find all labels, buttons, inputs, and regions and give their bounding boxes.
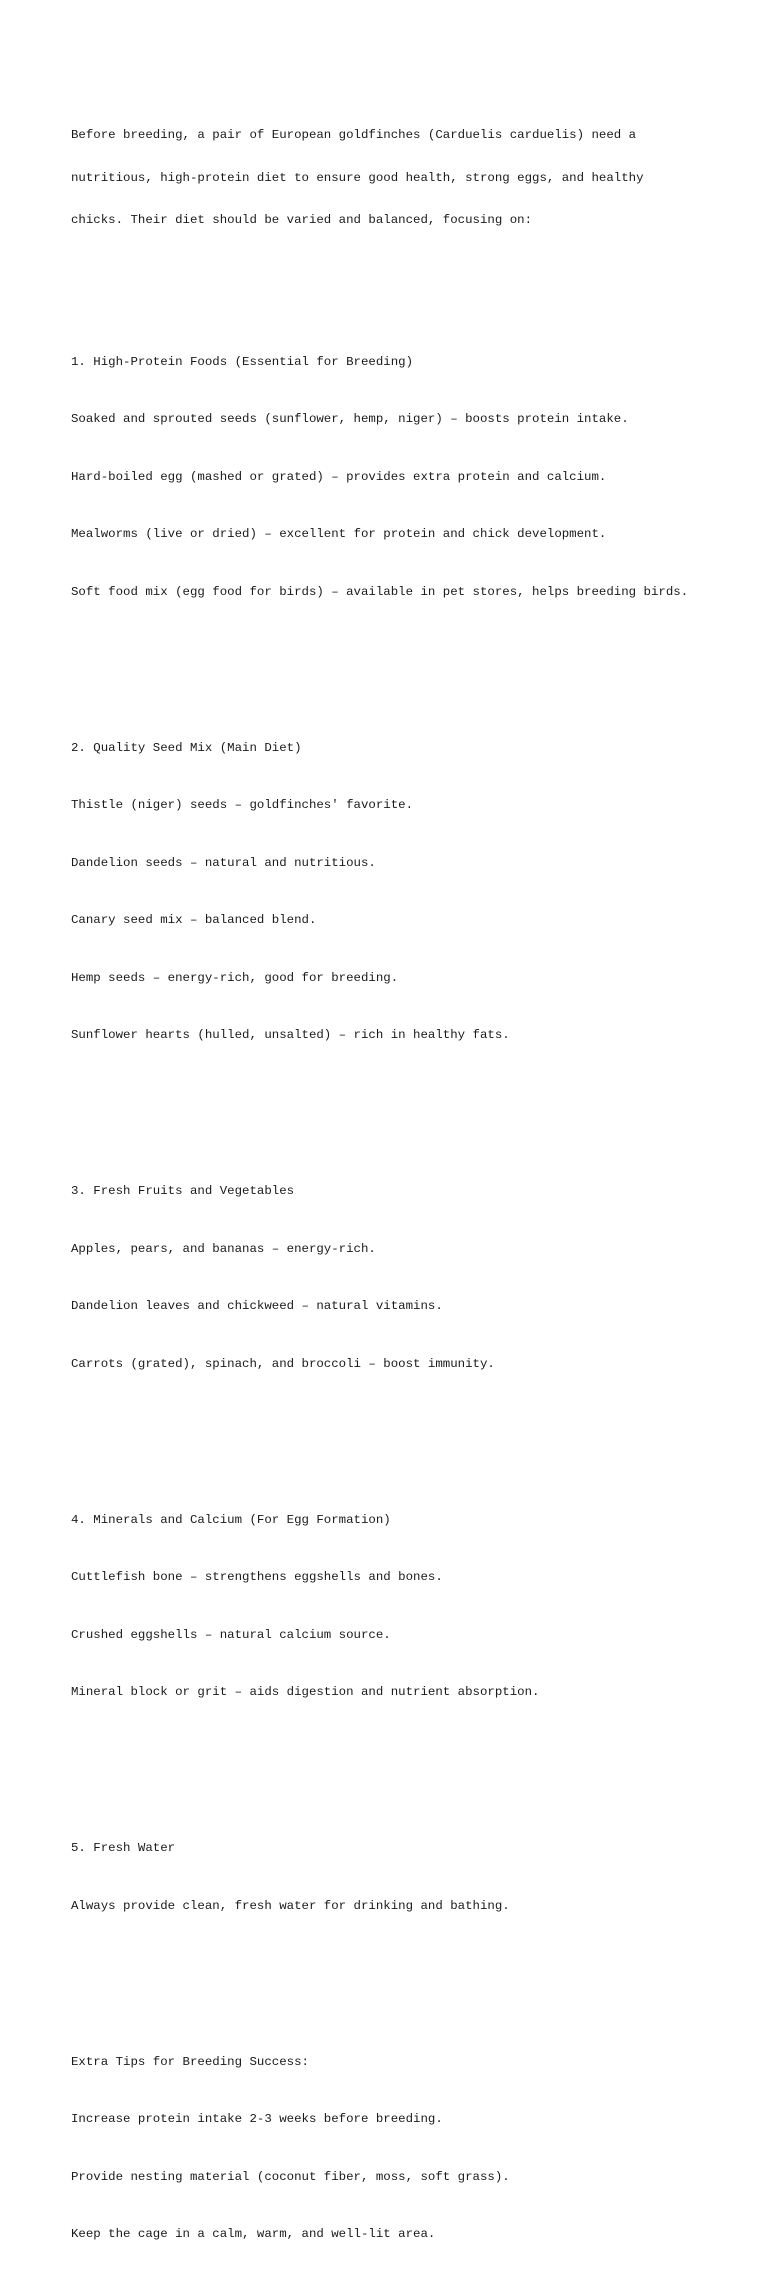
list-item: Carrots (grated), spinach, and broccoli – boost immunity. bbox=[71, 1356, 495, 1371]
list-item: Apples, pears, and bananas – energy-rich. bbox=[71, 1241, 376, 1256]
section-heading: 1. High-Protein Foods (Essential for Breeding) bbox=[71, 354, 414, 369]
section-heading: 5. Fresh Water bbox=[71, 1841, 176, 1855]
list-item: Hard-boiled egg (mashed or grated) – provides extra protein and calcium. bbox=[71, 469, 607, 484]
section-seed-mix bbox=[71, 683, 761, 1071]
section-heading: 2. Quality Seed Mix (Main Diet) bbox=[71, 740, 302, 755]
list-item: Hemp seeds – energy-rich, good for breeding. bbox=[71, 970, 399, 985]
list-item: Cuttlefish bone – strengthens eggshells and bones. bbox=[71, 1570, 443, 1584]
list-item: Sunflower hearts (hulled, unsalted) – rich in healthy fats. bbox=[71, 1028, 510, 1042]
section-high-protein bbox=[71, 312, 761, 628]
list-item: Canary seed mix – balanced blend. bbox=[71, 913, 317, 927]
list-item: Dandelion seeds – natural and nutritious. bbox=[71, 855, 376, 870]
list-item: Crushed eggshells – natural calcium source. bbox=[71, 1627, 391, 1642]
section-heading: Extra Tips for Breeding Success: bbox=[71, 2054, 309, 2069]
list-item: Mealworms (live or dried) – excellent for protein and chick development. bbox=[71, 527, 607, 541]
section-heading: 4. Minerals and Calcium (For Egg Formation) bbox=[71, 1512, 391, 1527]
list-item: Keep the cage in a calm, warm, and well-lit area. bbox=[71, 2227, 436, 2241]
list-item: Provide nesting material (coconut fiber, moss, soft grass). bbox=[71, 2169, 510, 2184]
section-fresh-water bbox=[71, 1784, 761, 1942]
list-item: Mineral block or grit – aids digestion and nutrient absorption. bbox=[71, 1685, 540, 1699]
list-item: Always provide clean, fresh water for drinking and bathing. bbox=[71, 1898, 510, 1913]
section-extra-tips bbox=[71, 1997, 761, 2270]
list-item: Thistle (niger) seeds – goldfinches' favorite. bbox=[71, 798, 414, 812]
document-page bbox=[71, 72, 761, 2284]
section-minerals-calcium bbox=[71, 1455, 761, 1728]
intro-paragraph bbox=[71, 100, 761, 256]
intro-line: chicks. Their diet should be varied and balanced, focusing on: bbox=[71, 213, 533, 227]
intro-line: Before breeding, a pair of European goldfinches (Carduelis carduelis) need a bbox=[71, 128, 637, 142]
list-item: Increase protein intake 2-3 weeks before breeding. bbox=[71, 2112, 443, 2126]
intro-line: nutritious, high-protein diet to ensure good health, strong eggs, and healthy bbox=[71, 170, 644, 185]
section-heading: 3. Fresh Fruits and Vegetables bbox=[71, 1184, 295, 1198]
list-item: Soft food mix (egg food for birds) – available in pet stores, helps breeding birds. bbox=[71, 584, 689, 599]
list-item: Soaked and sprouted seeds (sunflower, hemp, niger) – boosts protein intake. bbox=[71, 412, 629, 426]
section-fruits-vegetables bbox=[71, 1127, 761, 1400]
list-item: Dandelion leaves and chickweed – natural vitamins. bbox=[71, 1299, 443, 1313]
